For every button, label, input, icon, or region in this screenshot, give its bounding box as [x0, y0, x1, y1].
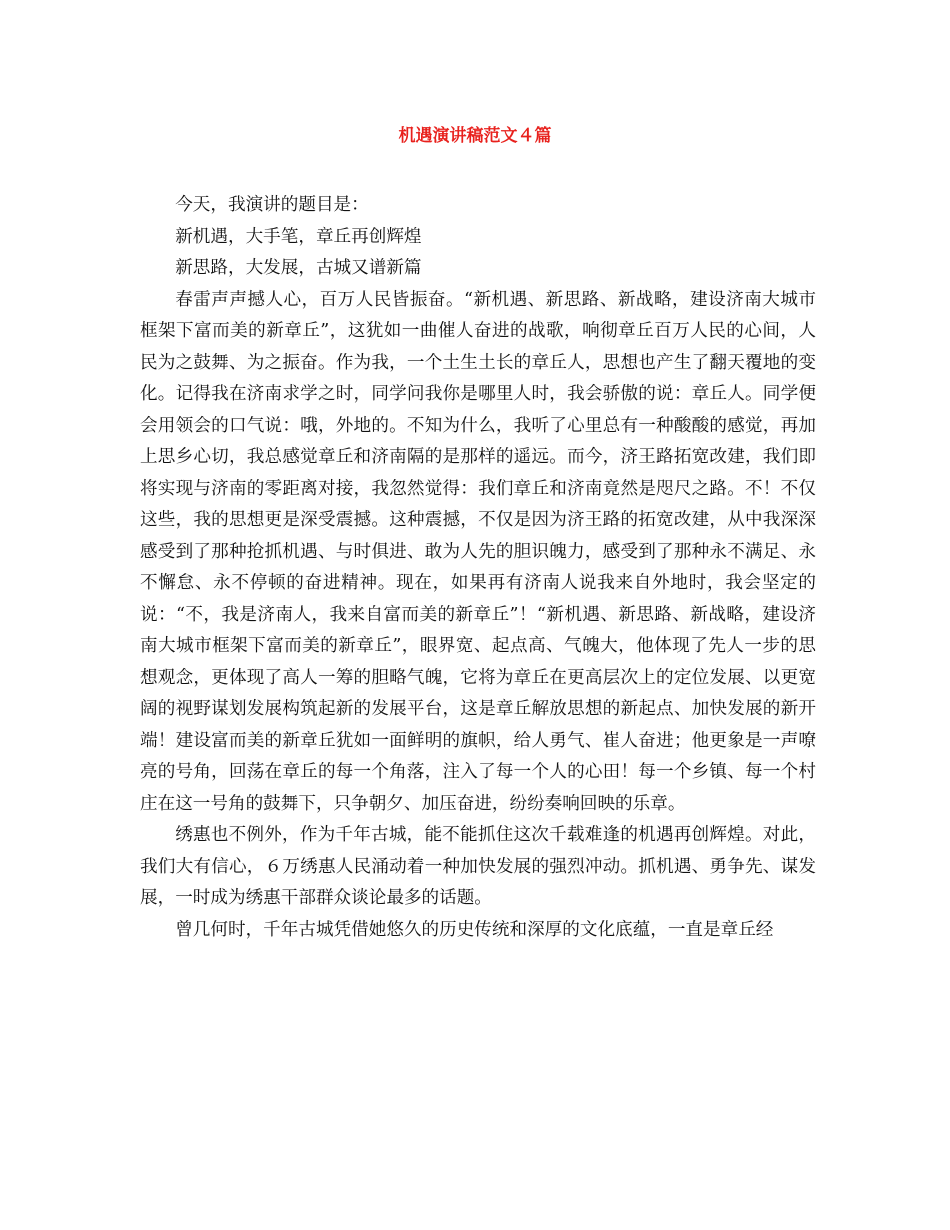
document-title: 机遇演讲稿范文４篇 [398, 126, 552, 146]
paragraph: 春雷声声撼人心，百万人民皆振奋。“新机遇、新思路、新战略，建设济南大城市框架下富而美的新章丘”，这犹如一曲催人奋进的战歌，响彻章丘百万人民的心间，人民为之鼓舞、为之振奋。作为我，一个土生土长的章丘人，思想也产生了翻天覆地的变化。记得我在济南求学之时，同学问我你是哪里人时，我会骄傲的说：章丘人。同学便会用领会的口气说：哦，外地的。不知为什么，我听了心里总有一种酸酸的感觉，再加上思乡心切，我总感觉章丘和济南隔的是那样的遥远。而今，济王路拓宽改建，我们即将实现与济南的零距离对接，我忽然觉得：我们章丘和济南竟然是咫尺之路。不！不仅这些，我的思想更是深受震撼。这种震撼，不仅是因为济王路的拓宽改建，从中我深深感受到了那种抢抓机遇、与时俱进、敢为人先的胆识魄力，感受到了那种永不满足、永不懈怠、永不停顿的奋进精神。现在，如果再有济南人说我来自外地时，我会坚定的说：“不，我是济南人，我来自富而美的新章丘”！“新机遇、新思路、新战略，建设济南大城市框架下富而美的新章丘”，眼界宽、起点高、气魄大，他体现了先人一步的思想观念，更体现了高人一筹的胆略气魄，它将为章丘在更高层次上的定位发展、以更宽阔的视野谋划发展构筑起新的发展平台，这是章丘解放思想的新起点、加快发展的新开端！建设富而美的新章丘犹如一面鲜明的旗帜，给人勇气、崔人奋进；他更象是一声嘹亮的号角，回荡在章丘的每一个角落，注入了每一个人的心田！每一个乡镇、每一个村庄在这一号角的鼓舞下，只争朝夕、加压奋进，纷纷奏响回映的乐章。 [140, 289, 816, 814]
document-body [140, 190, 816, 946]
paragraph: 新机遇，大手笔，章丘再创辉煌 [175, 226, 422, 247]
paragraph: 曾几何时，千年古城凭借她悠久的历史传统和深厚的文化底蕴，一直是章丘经 [175, 919, 774, 940]
paragraph: 新思路，大发展，古城又谱新篇 [175, 258, 422, 278]
paragraph: 今天，我演讲的题目是： [175, 195, 369, 215]
paragraph: 绣惠也不例外，作为千年古城，能不能抓住这次千载难逢的机遇再创辉煌。对此，我们大有信心，６万绣惠人民涌动着一种加快发展的强烈冲动。抓机遇、勇争先、谋发展，一时成为绣惠干部群众谈论最多的话题。 [140, 825, 816, 908]
